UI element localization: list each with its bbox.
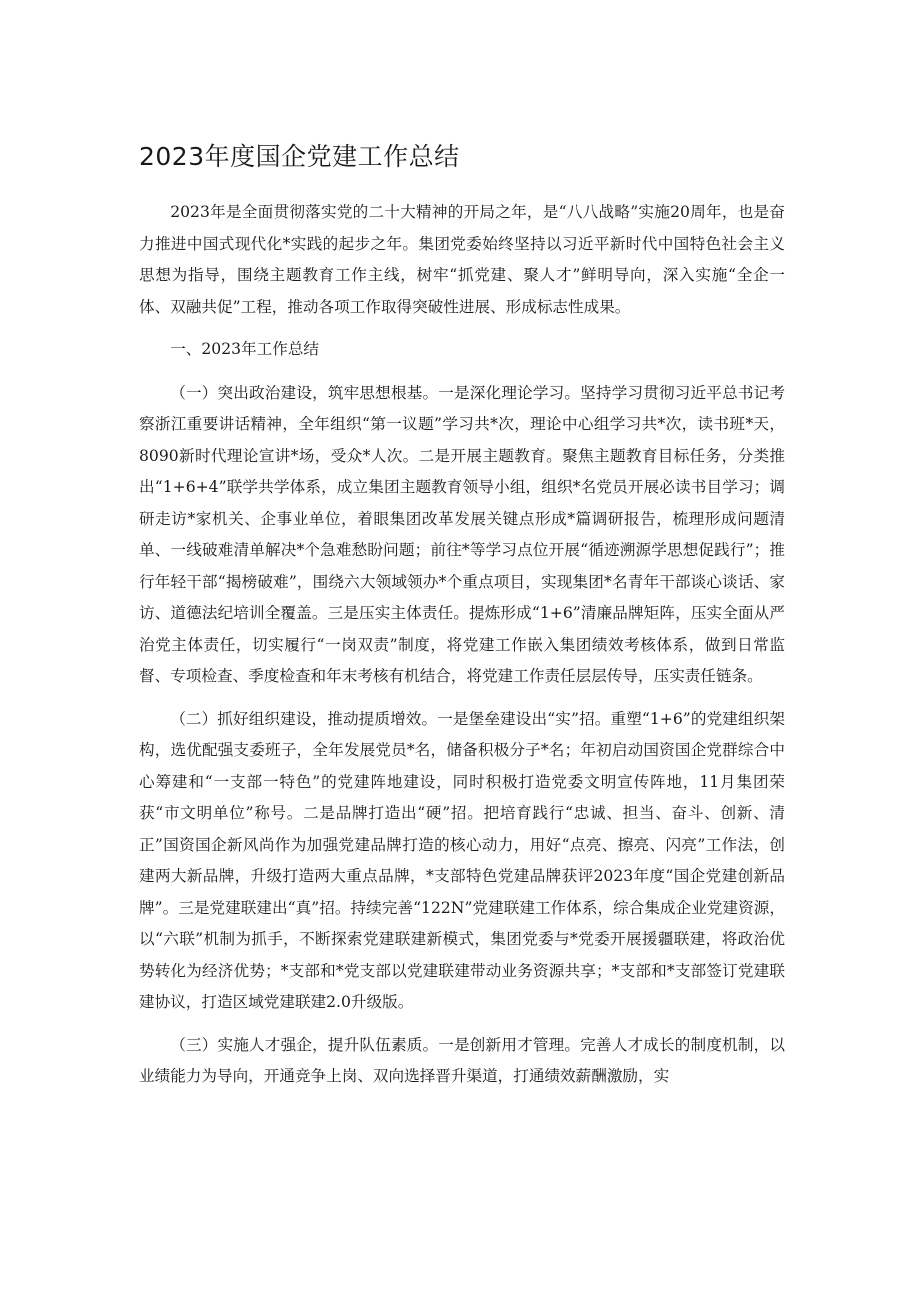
intro-paragraph: 2023年是全面贯彻落实党的二十大精神的开局之年，是“八八战略”实施20周年，也是奋力推进中国式现代化*实践的起步之年。集团党委始终坚持以习近平新时代中国特色社会主义思想为指导，围绕主题教育工作主线，树牢“抓党建、聚人才”鲜明导向，深入实施“全企一体、双融共促”工程，推动各项工作取得突破性进展、形成标志性成果。: [139, 203, 785, 316]
section-heading: 一、2023年工作总结: [170, 340, 320, 358]
paragraph-organization-building: （二）抓好组织建设，推动提质增效。一是堡垒建设出“实”招。重塑“1+6”的党建组织架构，选优配强支委班子，全年发展党员*名，储备积极分子*名；年初启动国资国企党群综合中心筹建和“一支部一特色”的党建阵地建设，同时积极打造党委文明宣传阵地，11月集团荣获“市文明单位”称号。二是品牌打造出“硬”招。把培育践行“忠诚、担当、奋斗、创新、清正”国资国企新风尚作为加强党建品牌打造的核心动力，用好“点亮、擦亮、闪亮”工作法，创建两大新品牌，升级打造两大重点品牌，*支部特色党建品牌获评2023年度“国企党建创新品牌”。三是党建联建出“真”招。持续完善“122N”党建联建工作体系，综合集成企业党建资源，以“六联”机制为抓手，不断探索党建联建新模式，集团党委与*党委开展援疆联建，将政治优势转化为经济优势；*支部和*党支部以党建联建带动业务资源共享；*支部和*支部签订党建联建协议，打造区域党建联建2.0升级版。: [139, 709, 785, 1011]
document-body: [139, 137, 785, 1093]
document-title: 2023年度国企党建工作总结: [139, 142, 460, 171]
paragraph-talent: （三）实施人才强企，提升队伍素质。一是创新用才管理。完善人才成长的制度机制，以业绩能力为导向，开通竞争上岗、双向选择晋升渠道，打通绩效薪酬激励，实: [139, 1035, 785, 1085]
paragraph-political-building: （一）突出政治建设，筑牢思想根基。一是深化理论学习。坚持学习贯彻习近平总书记考察浙江重要讲话精神，全年组织“第一议题”学习共*次，理论中心组学习共*次，读书班*天，8090新时代理论宣讲*场，受众*人次。二是开展主题教育。聚焦主题教育目标任务，分类推出“1+6+4”联学共学体系，成立集团主题教育领导小组，组织*名党员开展必读书目学习；调研走访*家机关、企事业单位，着眼集团改革发展关键点形成*篇调研报告，梳理形成问题清单、一线破难清单解决*个急难愁盼问题；前往*等学习点位开展“循迹溯源学思想促践行”；推行年轻干部“揭榜破难”，围绕六大领域领办*个重点项目，实现集团*名青年干部谈心谈话、家访、道德法纪培训全覆盖。三是压实主体责任。提炼形成“1+6”清廉品牌矩阵，压实全面从严治党主体责任，切实履行“一岗双责”制度，将党建工作嵌入集团绩效考核体系，做到日常监督、专项检查、季度检查和年末考核有机结合，将党建工作责任层层传导，压实责任链条。: [139, 383, 785, 685]
